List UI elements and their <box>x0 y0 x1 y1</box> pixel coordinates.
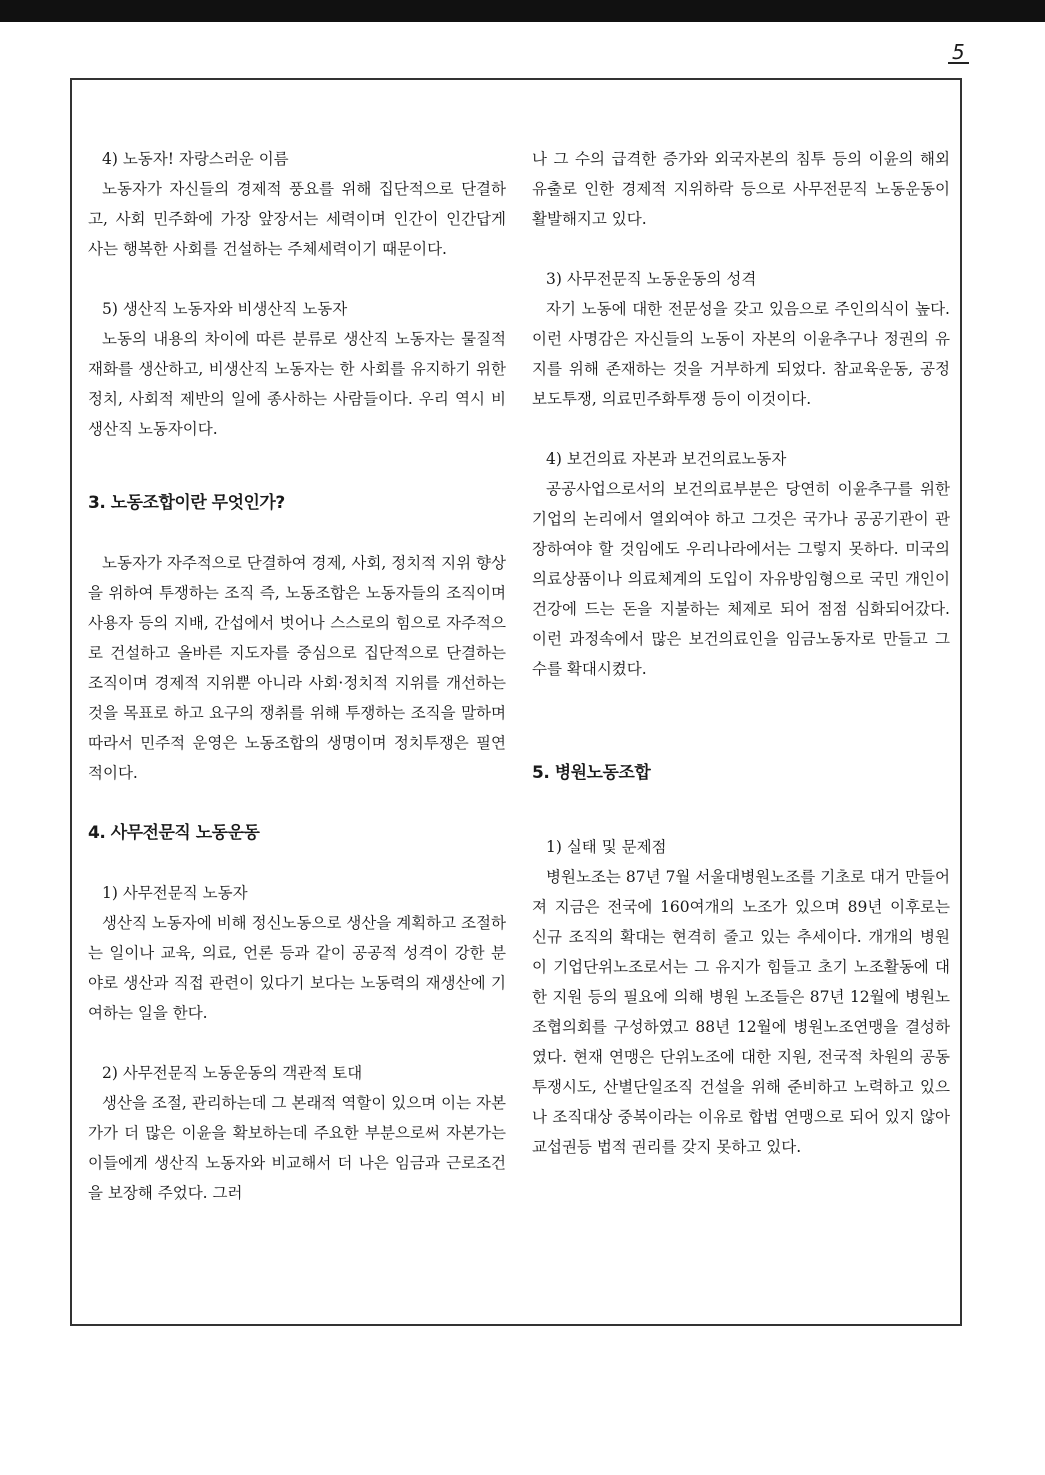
subsection-4-4b-body: 공공사업으로서의 보건의료부분은 당연히 이윤추구를 위한 기업의 논리에서 열외여야 하고 그것은 국가나 공공기관이 관장하여야 할 것임에도 우리나라에서는 그렇지 못하다. 미국의 의료상품이나 의료체계의 도입이 자유방임형으로 국민 개인이 건강에 드는 돈을 지불하는 체제로 되어 점점 심화되어갔다. 이런 과정속에서 많은 보건의료인을 임금노동자로 만들고 그 수를 확대시켰다. <box>532 480 950 678</box>
subsection-5-1-title: 1) 실태 및 문제점 <box>546 838 667 856</box>
top-border-bar <box>0 0 1045 22</box>
subsection-4-3-title: 3) 사무전문직 노동운동의 성격 <box>546 270 757 288</box>
subsection-4-2-continued: 나 그 수의 급격한 증가와 외국자본의 침투 등의 이윤의 해외유출로 인한 경제적 지위하락 등으로 사무전문직 노동운동이 활발해지고 있다. <box>532 150 950 228</box>
page-number: 5 <box>948 42 969 64</box>
subsection-5-1-body: 병원노조는 87년 7월 서울대병원노조를 기초로 대거 만들어져 지금은 전국에 160여개의 노조가 있으며 89년 이후로는 신규 조직의 확대는 현격히 줄고 있는 추세이다. 개개의 병원이 기업단위노조로서는 그 유지가 힘들고 초기 노조활동에 대한 지원 등의 필요에 의해 병원 노조들은 87년 12월에 병원노조협의회를 구성하였고 88년 12월에 병원노조연맹을 결성하였다. 현재 연맹은 단위노조에 대한 지원, 전국적 차원의 공동투쟁시도, 산별단일조직 건설을 위해 준비하고 노력하고 있으나 조직대상 중복이라는 이유로 합법 연맹으로 되어 있지 않아 교섭권등 법적 권리를 갖지 못하고 있다. <box>532 868 950 1156</box>
section-4-title: 4. 사무전문직 노동운동 <box>88 823 260 843</box>
subsection-4-1-body: 생산직 노동자에 비해 정신노동으로 생산을 계획하고 조절하는 일이나 교육, 의료, 언론 등과 같이 공공적 성격이 강한 분야로 생산과 직접 관련이 있다기 보다는 노동력의 재생산에 기여하는 일을 한다. <box>88 914 506 1022</box>
subsection-4-3-body: 자기 노동에 대한 전문성을 갖고 있음으로 주인의식이 높다. 이런 사명감은 자신들의 노동이 자본의 이윤추구나 정권의 유지를 위해 존재하는 것을 거부하게 되었다. 참교육운동, 공정보도투쟁, 의료민주화투쟁 등이 이것이다. <box>532 300 950 408</box>
subsection-4-4b-title: 4) 보건의료 자본과 보건의료노동자 <box>546 450 787 468</box>
subsection-4-4-body: 노동자가 자신들의 경제적 풍요를 위해 집단적으로 단결하고, 사회 민주화에 가장 앞장서는 세력이며 인간이 인간답게 사는 행복한 사회를 건설하는 주체세력이기 때문이다. <box>88 180 506 258</box>
right-column <box>532 144 950 1162</box>
subsection-4-1-title: 1) 사무전문직 노동자 <box>102 884 248 902</box>
left-column <box>88 144 506 1208</box>
subsection-4-5-title: 5) 생산직 노동자와 비생산직 노동자 <box>102 300 348 318</box>
section-5-title: 5. 병원노동조합 <box>532 763 651 783</box>
subsection-4-2-title: 2) 사무전문직 노동운동의 객관적 토대 <box>102 1064 363 1082</box>
subsection-4-2-body: 생산을 조절, 관리하는데 그 본래적 역할이 있으며 이는 자본가가 더 많은 이윤을 확보하는데 주요한 부분으로써 자본가는 이들에게 생산직 노동자와 비교해서 더 나은 임금과 근로조건을 보장해 주었다. 그러 <box>88 1094 506 1202</box>
section-3-title: 3. 노동조합이란 무엇인가? <box>88 493 285 513</box>
subsection-4-5-body: 노동의 내용의 차이에 따른 분류로 생산직 노동자는 물질적 재화를 생산하고, 비생산직 노동자는 한 사회를 유지하기 위한 정치, 사회적 제반의 일에 종사하는 사람들이다. 우리 역시 비생산직 노동자이다. <box>88 330 506 438</box>
subsection-4-4-title: 4) 노동자! 자랑스러운 이름 <box>102 150 289 168</box>
section-3-body: 노동자가 자주적으로 단결하여 경제, 사회, 정치적 지위 향상을 위하여 투쟁하는 조직 즉, 노동조합은 노동자들의 조직이며 사용자 등의 지배, 간섭에서 벗어나 스스로의 힘으로 자주적으로 건설하고 올바른 지도자를 중심으로 집단적으로 단결하는 조직이며 경제적 지위뿐 아니라 사회·정치적 지위를 개선하는 것을 목표로 하고 요구의 쟁취를 위해 투쟁하는 조직을 말하며 따라서 민주적 운영은 노동조합의 생명이며 정치투쟁은 필연적이다. <box>88 554 506 782</box>
